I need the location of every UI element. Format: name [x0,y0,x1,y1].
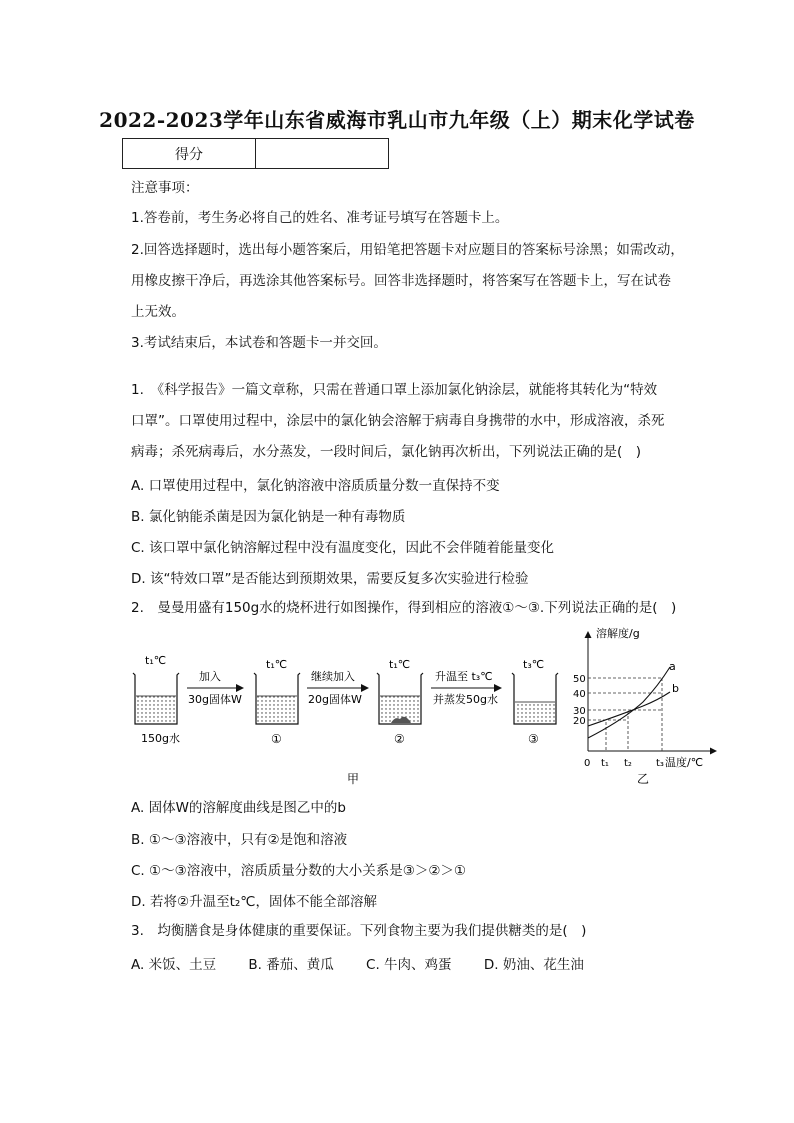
y-tick-label: 20 [573,716,586,727]
q1-option-d[interactable]: D. 该“特效口罩”是否能达到预期效果，需要反复多次实验进行检验 [131,571,529,587]
y-tick-label: 50 [573,674,586,685]
q3-option-d[interactable]: D. 奶油、花生油 [483,957,584,973]
figure-yi-caption: 乙 [637,772,650,786]
figure-yi [568,620,728,790]
score-table [122,138,389,169]
curve-label-b: b [672,682,679,695]
arrow-3 [431,669,501,706]
beaker-3 [377,658,423,746]
q3-stem: 3. 均衡膳食是身体健康的重要保证。下列食物主要为我们提供糖类的是( ) [131,923,587,939]
x-tick-label: 0 [584,758,591,769]
q2-option-d[interactable]: D. 若将②升温至t₂℃，固体不能全部溶解 [131,894,377,910]
beaker-label: ① [271,732,282,746]
notice-heading: 注意事项： [131,180,199,196]
arrow-top-text: 继续加入 [311,670,355,683]
arrow-top-text: 加入 [199,670,221,683]
beaker-label: ② [394,732,405,746]
x-axis-label: 温度/℃ [665,756,704,769]
exam-title: 2022-2023学年山东省威海市乳山市九年级（上）期末化学试卷 [99,108,695,132]
beaker-label: 150g水 [141,732,180,745]
notice-item: 3.考试结束后，本试卷和答题卡一并交回。 [131,335,387,351]
beaker-4 [512,658,558,746]
notice-item: 2.回答选择题时，选出每小题答案后，用铅笔把答题卡对应题目的答案标号涂黑；如需改动， [131,242,684,258]
beaker-2 [254,658,300,746]
x-tick-label: t₃ [656,758,664,769]
q2-option-a[interactable]: A. 固体W的溶解度曲线是图乙中的b [131,800,346,816]
q2-option-c[interactable]: C. ①～③溶液中，溶质质量分数的大小关系是③＞②＞① [131,863,467,879]
beaker-temp: t₁℃ [389,658,411,671]
arrow-2 [307,669,368,706]
arrow-bottom-text: 并蒸发50g水 [433,693,498,706]
score-label: 得分 [123,139,256,169]
curve-b [588,692,670,726]
beaker-label: ③ [528,732,539,746]
q3-option-b[interactable]: B. 番茄、黄瓜 [248,957,334,973]
arrow-bottom-text: 20g固体W [308,693,362,706]
notice-item: 1.答卷前，考生务必将自己的姓名、准考证号填写在答题卡上。 [131,210,509,226]
beaker-temp: t₁℃ [266,658,288,671]
q1-stem-line: 1. 《科学报告》一篇文章称，只需在普通口罩上添加氯化钠涂层，就能将其转化为“特效 [131,382,658,398]
notice-item: 上无效。 [131,304,185,320]
figure-jia [125,640,565,790]
score-value[interactable] [256,139,389,169]
notice-item: 用橡皮擦干净后，再选涂其他答案标号。回答非选择题时，将答案写在答题卡上，写在试卷 [131,273,671,289]
q3-options [131,953,612,973]
q1-stem-line: 病毒；杀死病毒后，水分蒸发，一段时间后，氯化钠再次析出，下列说法正确的是( ) [131,444,642,460]
guide-lines [588,678,662,751]
arrow-top-text: 升温至 t₃℃ [435,670,493,683]
q1-option-c[interactable]: C. 该口罩中氯化钠溶解过程中没有温度变化，因此不会伴随着能量变化 [131,540,555,556]
curve-label-a: a [669,660,676,673]
figure-jia-caption: 甲 [347,772,360,786]
beaker-temp: t₃℃ [523,658,545,671]
q2-option-b[interactable]: B. ①～③溶液中，只有②是饱和溶液 [131,832,348,848]
x-tick-label: t₂ [624,758,632,769]
y-tick-label: 40 [573,689,586,700]
q1-option-b[interactable]: B. 氯化钠能杀菌是因为氯化钠是一种有毒物质 [131,509,406,525]
q3-option-a[interactable]: A. 米饭、土豆 [131,957,217,973]
arrow-bottom-text: 30g固体W [188,693,242,706]
q1-stem-line: 口罩”。口罩使用过程中，涂层中的氯化钠会溶解于病毒自身携带的水中，形成溶液，杀死 [131,413,665,429]
q1-option-a[interactable]: A. 口罩使用过程中，氯化钠溶液中溶质质量分数一直保持不变 [131,478,500,494]
q3-option-c[interactable]: C. 牛肉、鸡蛋 [366,957,452,973]
x-tick-label: t₁ [601,758,609,769]
y-axis-label: 溶解度/g [596,627,640,640]
y-tick-label: 30 [573,706,586,717]
q2-stem: 2. 曼曼用盛有150g水的烧杯进行如图操作，得到相应的溶液①～③.下列说法正确的是( ) [131,600,677,616]
beaker-1 [133,654,180,745]
beaker-temp: t₁℃ [145,654,167,667]
arrow-1 [187,669,243,706]
